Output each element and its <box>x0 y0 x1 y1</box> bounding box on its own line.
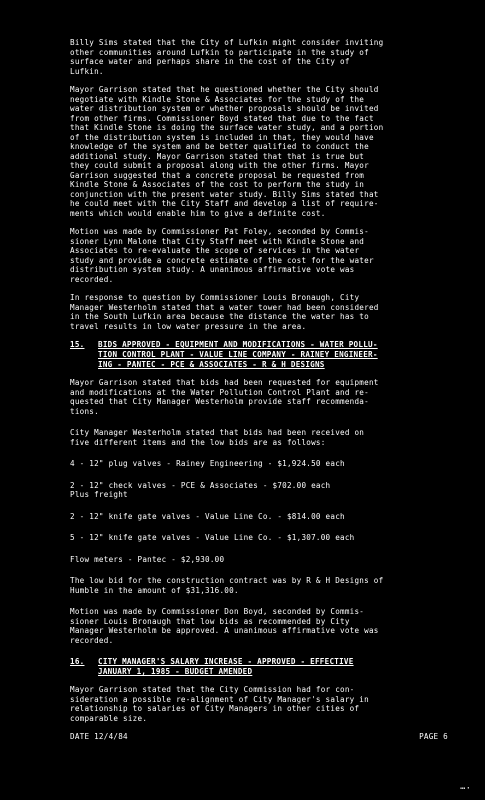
paragraph-bids-received: City Manager Westerholm stated that bids had been received on five different items and the low bids are as follows: <box>70 428 365 447</box>
page-footer <box>70 732 448 741</box>
minutes-body <box>70 38 448 741</box>
footer-page-number: PAGE 6 <box>419 732 448 741</box>
section-16-number: 16. <box>70 657 85 666</box>
scan-speck: ⋯· <box>460 784 471 794</box>
bid-item: Flow meters - Pantec - $2,930.00 <box>70 554 225 564</box>
paragraph-salary-realignment: Mayor Garrison stated that the City Commission had for con- sideration a possible re-alignment of City Manager's salary in relationship to salaries of City Managers in other cities of comparable size. <box>70 685 369 723</box>
paragraph-kindle-stone-proposal: Mayor Garrison stated that he questioned whether the City should negotiate with Kindle Stone & Associates for the study of the water distribution system or whether proposals should be invited from other firms. Commissioner Boyd stated that due to the fact that Kindle Stone is doing the surface water study, and a portion of the distribution system is included in that, they would have knowledge of the system and be better qualified to conduct the additional study. Mayor Garrison stated that that is true but they could submit a proposal along with the other firms. Mayor Garrison suggested that a concrete proposal be requested from Kindle Stone & Associates of the cost to perform the study in conjunction with the present water study. Billy Sims stated that he could meet with the City Staff and develop a list of require- ments which would enable him to give a definite cost. <box>70 85 384 218</box>
paragraph-motion-foley: Motion was made by Commissioner Pat Foley, seconded by Commis- sioner Lynn Malone that City Staff meet with Kindle Stone and Associates to re-evaluate the scope of services in the water study and provide a concrete estimate of the cost for the water distribution system study. A unanimous affirmative vote was recorded. <box>70 227 374 284</box>
paragraph-water-tower: In response to question by Commissioner Louis Bronaugh, City Manager Westerholm stated that a water tower had been considered in the South Lufkin area because the distance the water has to travel results in low water pressure in the area. <box>70 293 379 331</box>
bid-item: 2 - 12" knife gate valves - Value Line Co. - $814.00 each <box>70 511 345 521</box>
section-15-body <box>70 378 448 645</box>
paragraph-construction-contract: The low bid for the construction contract was by R & H Designs of Humble in the amount of $31,316.00. <box>70 576 384 595</box>
section-16-title: CITY MANAGER'S SALARY INCREASE - APPROVED - EFFECTIVE JANUARY 1, 1985 - BUDGET AMENDED <box>98 657 354 676</box>
paragraph-bids-requested: Mayor Garrison stated that bids had been requested for equipment and modifications at the Water Pollution Control Plant and re- quested that City Manager Westerholm provide staff recommenda- tions. <box>70 378 379 416</box>
paragraph-surface-water-study: Billy Sims stated that the City of Lufkin might consider inviting other communities around Lufkin to participate in the study of surface water and perhaps share in the cost of the City of Lufkin. <box>70 38 384 76</box>
section-15-heading <box>70 340 448 370</box>
section-16-heading <box>70 657 448 677</box>
bid-item: 5 - 12" knife gate valves - Value Line Co. - $1,307.00 each <box>70 533 355 542</box>
footer-date: DATE 12/4/84 <box>70 732 128 741</box>
paragraph-motion-boyd: Motion was made by Commissioner Don Boyd, seconded by Commis- sioner Louis Bronaugh that low bids as recommended by City Manager Westerholm be approved. A unanimous affirmative vote was recorded. <box>70 607 379 645</box>
bid-item: 2 - 12" check valves - PCE & Associates - $702.00 each Plus freight <box>70 480 331 499</box>
section-15-title: BIDS APPROVED - EQUIPMENT AND MODIFICATIONS - WATER POLLU- TION CONTROL PLANT - VALUE LINE COMPANY - RAINEY ENGINEER- ING - PANTEC - PCE & ASSOCIATES - R & H DESIGNS <box>98 340 378 369</box>
section-15-number: 15. <box>70 340 85 349</box>
bid-item: 4 - 12" plug valves - Rainey Engineering - $1,924.50 each <box>70 459 345 468</box>
